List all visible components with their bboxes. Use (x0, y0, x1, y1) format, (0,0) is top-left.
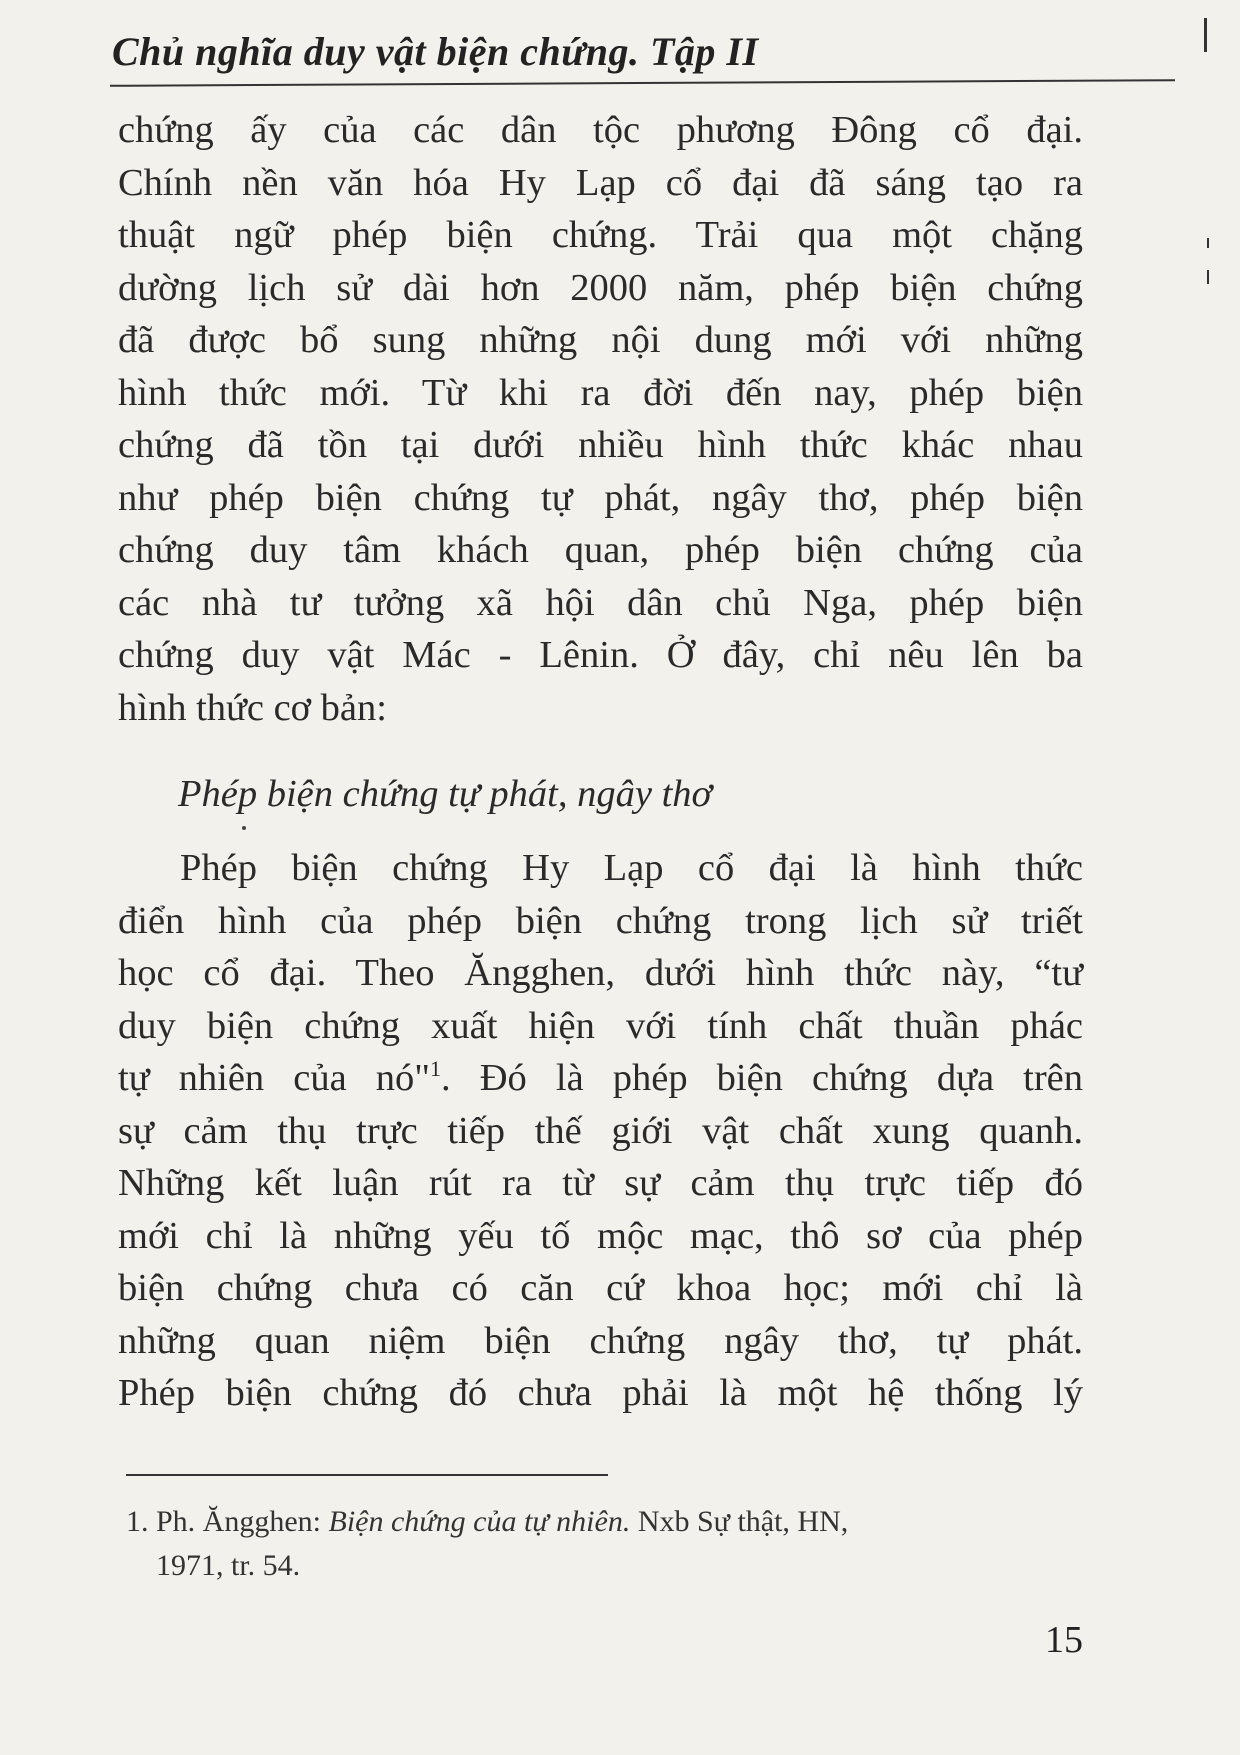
paragraph-1 (118, 104, 1083, 734)
page-number: 15 (1045, 1619, 1083, 1661)
footnote (126, 1500, 1084, 1588)
text-line: chứng ấy của các dân tộc phương Đông cổ đại. (118, 109, 1083, 151)
text-line: hình thức cơ bản: (118, 686, 387, 729)
text-line: Phép biện chứng đó chưa phải là một hệ thống lý (118, 1372, 1083, 1414)
footnote-title: Biện chứng của tự nhiên. (328, 1505, 631, 1538)
text-line: mới chỉ là những yếu tố mộc mạc, thô sơ của phép (118, 1214, 1083, 1257)
text-line-with-footnote (118, 1052, 1083, 1105)
paragraph-2 (118, 842, 1083, 1420)
text-line: những quan niệm biện chứng ngây thơ, tự phát. (118, 1319, 1083, 1362)
text-line: Chính nền văn hóa Hy Lạp cổ đại đã sáng tạo ra (118, 161, 1083, 204)
text-line: duy biện chứng xuất hiện với tính chất thuần phác (118, 1004, 1083, 1047)
text-line: hình thức mới. Từ khi ra đời đến nay, phép biện (118, 371, 1083, 414)
text-line-end: . Đó là phép biện chứng dựa trên (441, 1057, 1083, 1099)
running-header: Chủ nghĩa duy vật biện chứng. Tập II (112, 29, 759, 74)
ink-speck (242, 826, 246, 830)
footnote-line (126, 1500, 1084, 1544)
text-line: thuật ngữ phép biện chứng. Trải qua một chặng (118, 214, 1083, 256)
text-line: dường lịch sử dài hơn 2000 năm, phép biện chứng (118, 266, 1083, 309)
margin-mark (1207, 238, 1209, 248)
text-line: sự cảm thụ trực tiếp thế giới vật chất xung quanh. (118, 1109, 1083, 1152)
footnote-author: Ph. Ăngghen: (156, 1505, 321, 1538)
text-line-start: tự nhiên của nó" (118, 1057, 431, 1099)
text-line: Những kết luận rút ra từ sự cảm thụ trực tiếp đó (118, 1162, 1083, 1204)
footnote-reference[interactable]: 1 (430, 1056, 442, 1082)
header-rule (110, 79, 1175, 87)
section-subheading: Phép biện chứng tự phát, ngây thơ (178, 773, 713, 815)
footnote-publisher: Nxb Sự thật, HN, (637, 1505, 849, 1538)
text-line: đã được bổ sung những nội dung mới với những (118, 319, 1083, 361)
footnote-number: 1. (126, 1505, 149, 1538)
text-line: Phép biện chứng Hy Lạp cổ đại là hình thức (180, 847, 1083, 889)
footnote-line: 1971, tr. 54. (156, 1549, 301, 1582)
text-line: biện chứng chưa có căn cứ khoa học; mới chỉ là (118, 1267, 1083, 1309)
footnote-separator (126, 1474, 608, 1476)
margin-mark (1204, 18, 1207, 52)
margin-mark (1207, 270, 1209, 284)
text-line: chứng duy vật Mác - Lênin. Ở đây, chỉ nêu lên ba (118, 634, 1083, 676)
text-line: như phép biện chứng tự phát, ngây thơ, phép biện (118, 476, 1083, 519)
text-line: chứng đã tồn tại dưới nhiều hình thức khác nhau (118, 424, 1083, 466)
text-line: chứng duy tâm khách quan, phép biện chứng của (118, 529, 1083, 571)
text-line: điển hình của phép biện chứng trong lịch sử triết (118, 899, 1083, 942)
text-line: học cổ đại. Theo Ăngghen, dưới hình thức này, “tư (118, 952, 1083, 994)
text-line: các nhà tư tưởng xã hội dân chủ Nga, phép biện (118, 581, 1083, 624)
